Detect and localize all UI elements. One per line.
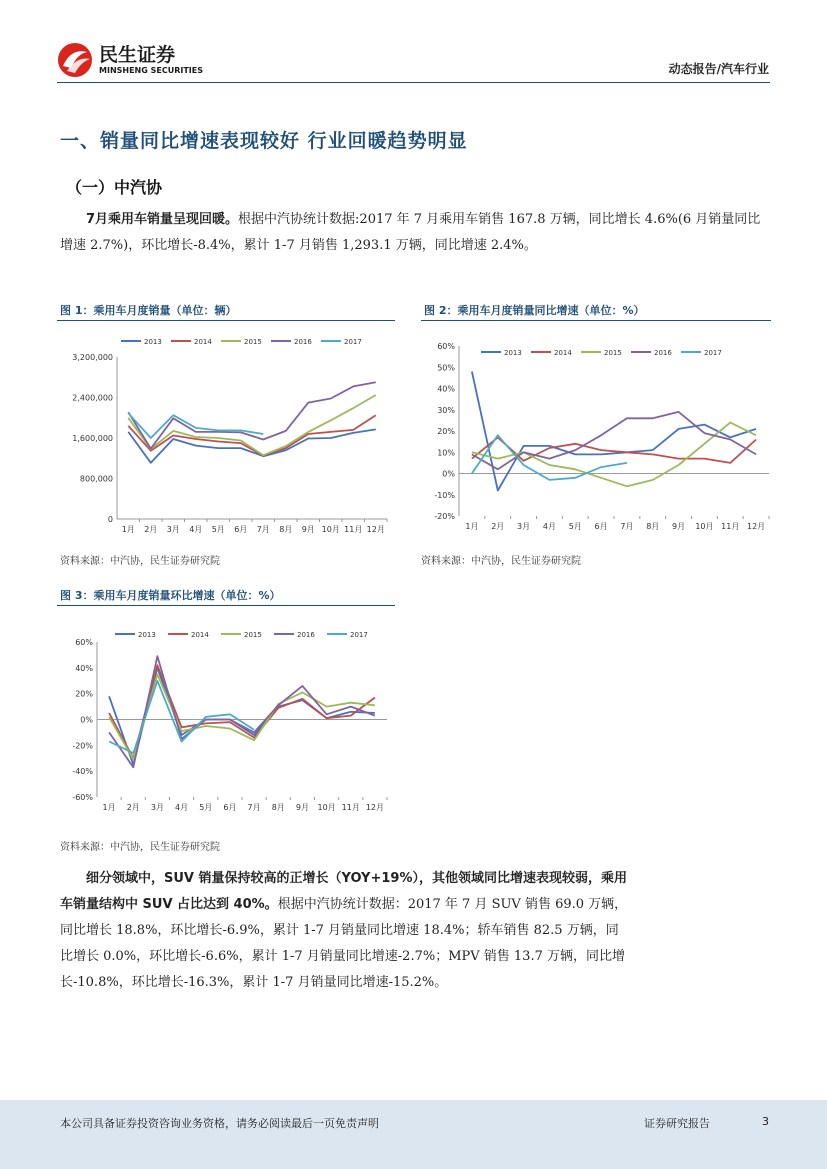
paragraph-1-lead: 7月乘用车销量呈现回暖。 — [86, 212, 239, 227]
x-tick-label: 11月 — [344, 525, 363, 534]
figure-3-title: 图 3：乘用车月度销量环比增速（单位：%） — [60, 589, 281, 602]
x-tick-label: 12月 — [365, 803, 385, 812]
series-line-2017 — [109, 681, 254, 753]
x-tick-label: 6月 — [594, 522, 608, 531]
x-tick-label: 5月 — [568, 522, 582, 531]
legend-label: 2014 — [191, 631, 209, 639]
figure-2-title: 图 2：乘用车月度销量同比增速（单位：%） — [424, 304, 645, 317]
footer-bar — [0, 1100, 827, 1169]
y-tick-label: 0 — [107, 515, 113, 524]
y-tick-label: 40% — [75, 663, 93, 673]
x-tick-label: 5月 — [199, 803, 213, 812]
page-number: 3 — [762, 1115, 769, 1128]
x-tick-label: 11月 — [721, 522, 740, 531]
legend-label: 2016 — [294, 338, 312, 346]
x-tick-label: 3月 — [166, 525, 180, 534]
y-tick-label: -20% — [72, 741, 93, 751]
x-tick-label: 6月 — [234, 525, 248, 534]
paragraph-2-lead: 细分领域中，SUV 销量保持较高的正增长（YOY+19%），其他领域同比增速表现较弱，乘用车销量结构中 SUV 占比达到 40%。 — [60, 871, 627, 912]
paragraph-1 — [60, 207, 772, 259]
figure-2-source: 资料来源：中汽协，民生证券研究院 — [421, 556, 581, 567]
x-tick-label: 4月 — [189, 525, 203, 534]
legend-label: 2017 — [344, 338, 362, 346]
y-tick-label: 3,200,000 — [72, 353, 113, 362]
figure-3-chart — [57, 612, 395, 827]
y-tick-label: 0% — [442, 469, 455, 479]
figure-2-chart — [421, 325, 771, 545]
series-line-2016 — [109, 656, 375, 767]
x-tick-label: 8月 — [279, 525, 293, 534]
legend-label: 2016 — [654, 349, 672, 357]
x-tick-label: 10月 — [321, 525, 340, 534]
y-tick-label: -20% — [434, 512, 455, 521]
x-tick-label: 1月 — [465, 522, 479, 531]
figure-1-chart — [57, 325, 395, 545]
x-tick-label: 1月 — [102, 803, 116, 812]
x-tick-label: 8月 — [271, 803, 285, 812]
y-tick-label: 30% — [437, 405, 455, 415]
legend-label: 2015 — [604, 349, 622, 357]
x-tick-label: 4月 — [542, 522, 556, 531]
paragraph-2 — [60, 866, 630, 996]
x-tick-label: 12月 — [366, 525, 385, 534]
x-tick-label: 3月 — [150, 803, 164, 812]
y-tick-label: -10% — [434, 490, 455, 500]
legend-label: 2013 — [144, 338, 162, 346]
figure-1-title: 图 1：乘用车月度销量（单位：辆） — [60, 304, 237, 317]
figure-2-rule — [421, 320, 771, 321]
y-tick-label: 40% — [437, 384, 455, 394]
y-tick-label: -60% — [72, 793, 93, 802]
header-rule — [57, 82, 770, 83]
x-tick-label: 5月 — [211, 525, 225, 534]
x-tick-label: 1月 — [121, 525, 135, 534]
y-tick-label: 2,400,000 — [72, 393, 113, 403]
brand-logo — [57, 40, 257, 80]
subsection-title: （一）中汽协 — [66, 178, 163, 197]
paragraph-1-body: 根据中汽协统计数据:2017 年 7 月乘用车销售 167.8 万辆，同比增长 4.6%(6 月销量同比增速 2.7%)，环比增长-8.4%，累计 1-7 月销售 1,293.1 万辆，同比增速 2.4%。 — [60, 212, 761, 253]
x-tick-label: 9月 — [672, 522, 686, 531]
x-tick-label: 9月 — [301, 525, 315, 534]
section-title: 一、销量同比增速表现较好 行业回暖趋势明显 — [60, 130, 468, 152]
x-tick-label: 11月 — [341, 803, 360, 812]
series-line-2013 — [128, 429, 375, 462]
series-line-2017 — [128, 413, 263, 438]
x-tick-label: 10月 — [317, 803, 336, 812]
legend-label: 2013 — [138, 631, 156, 639]
y-tick-label: 50% — [437, 363, 455, 373]
legend-label: 2016 — [297, 631, 315, 639]
minsheng-logo-icon — [57, 40, 257, 80]
legend-label: 2014 — [554, 349, 572, 357]
x-tick-label: 7月 — [256, 525, 270, 534]
report-category: 动态报告/汽车行业 — [668, 62, 769, 76]
x-tick-label: 8月 — [646, 522, 660, 531]
paragraph-2-body: 根据中汽协统计数据：2017 年 7 月 SUV 销售 69.0 万辆，同比增长 18.8%，环比增长-6.9%，累计 1-7 月销量同比增速 18.4%；轿车销售 82.5 万辆，同比增长 0.0%，环比增长-6.6%，累计 1-7 月销量同比增速-2.7%；MPV 销售 13.7 万辆，同比增长-10.8%，环比增长-16.3%，累计 1-7 月销量同比增速-15.2%。 — [60, 897, 628, 990]
y-tick-label: 60% — [437, 342, 455, 351]
y-tick-label: -40% — [72, 767, 93, 777]
legend-label: 2014 — [194, 338, 212, 346]
x-tick-label: 2月 — [491, 522, 505, 531]
x-tick-label: 6月 — [223, 803, 237, 812]
figure-3-rule — [57, 605, 395, 606]
y-tick-label: 1,600,000 — [72, 434, 113, 443]
x-tick-label: 4月 — [175, 803, 189, 812]
x-tick-label: 2月 — [144, 525, 158, 534]
y-tick-label: 60% — [75, 638, 93, 647]
x-tick-label: 7月 — [247, 803, 261, 812]
brand-name-en: MINSHENG SECURITIES — [99, 66, 203, 75]
y-tick-label: 20% — [75, 689, 93, 699]
figure-1-rule — [57, 320, 395, 321]
legend-label: 2013 — [504, 349, 522, 357]
x-tick-label: 10月 — [695, 522, 714, 531]
series-line-2013 — [109, 668, 375, 765]
x-tick-label: 2月 — [126, 803, 140, 812]
series-line-2013 — [472, 372, 756, 491]
legend-label: 2017 — [704, 349, 722, 357]
y-tick-label: 0% — [80, 715, 93, 725]
legend-label: 2015 — [244, 631, 262, 639]
footer-label: 证券研究报告 — [644, 1117, 710, 1130]
x-tick-label: 7月 — [620, 522, 634, 531]
y-tick-label: 20% — [437, 427, 455, 436]
x-tick-label: 9月 — [295, 803, 309, 812]
footer-disclaimer: 本公司具备证券投资咨询业务资格，请务必阅读最后一页免责声明 — [60, 1117, 379, 1130]
legend-label: 2015 — [244, 338, 262, 346]
x-tick-label: 3月 — [517, 522, 531, 531]
figure-1-source: 资料来源：中汽协，民生证券研究院 — [60, 556, 220, 567]
figure-3-source: 资料来源：中汽协，民生证券研究院 — [60, 842, 220, 853]
y-tick-label: 800,000 — [79, 474, 113, 484]
brand-name-cn: 民生证券 — [99, 44, 176, 66]
y-tick-label: 10% — [437, 448, 455, 458]
legend-label: 2017 — [350, 631, 368, 639]
x-tick-label: 12月 — [746, 522, 766, 531]
